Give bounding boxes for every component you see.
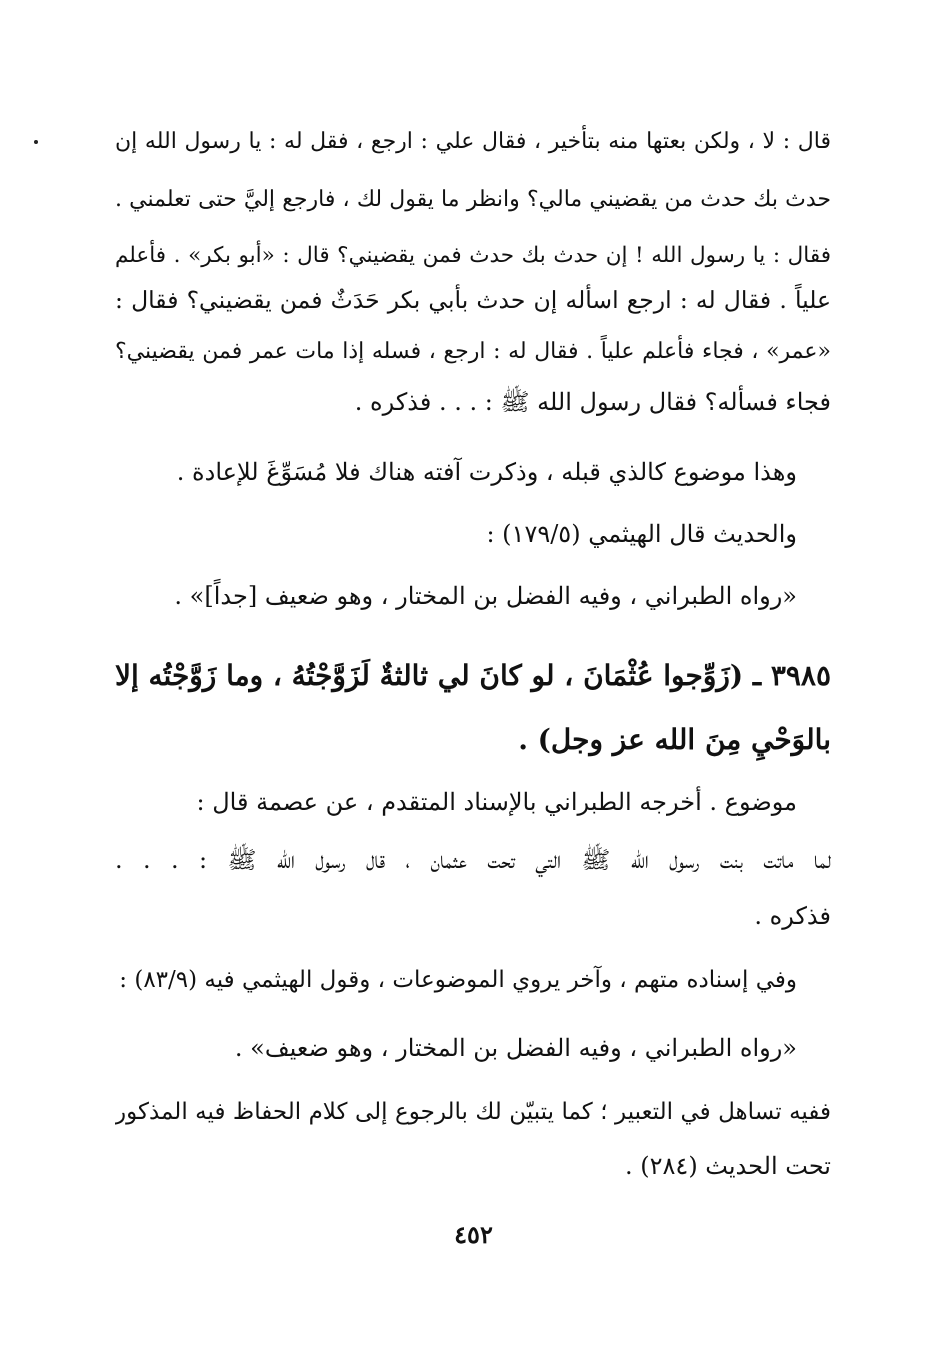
quote-line: «رواه الطبراني ، وفيه الفضل بن المختار ، وهو ضعيف» . <box>234 1034 797 1062</box>
text-line: وهذا موضوع كالذي قبله ، وذكرت آفته هناك فلا مُسَوِّغَ للإعادة . <box>176 458 797 486</box>
text-line: فذكره . <box>754 902 831 930</box>
quote-line: «رواه الطبراني ، وفيه الفضل بن المختار ، وهو ضعيف [جداً]» . <box>174 582 797 610</box>
text-line: فقال : يا رسول الله ! إن حدث بك حدث فمن يقضيني؟ قال : «أبو بكر» . فأعلم <box>115 243 831 268</box>
text-line: قال : لا ، ولكن بعتها منه بتأخير ، فقال علي : ارجع ، فقل له : يا رسول الله إن <box>115 129 831 154</box>
grading-line: موضوع . أخرجه الطبراني بالإسناد المتقدم ، عن عصمة قال : <box>196 788 797 816</box>
text-line: لما ماتت بنت رسول الله ﷺ التي تحت عثمان ، قال رسول الله ﷺ : . . . <box>115 846 831 874</box>
text-line: وفي إسناده متهم ، وآخر يروي الموضوعات ، وقول الهيثمي فيه (٨٣/٩) : <box>119 967 797 993</box>
text-line: تحت الحديث (٢٨٤) . <box>625 1152 831 1180</box>
stray-mark <box>34 140 38 144</box>
hadith-heading: ٣٩٨٥ ـ (زَوِّجوا عُثْمَانَ ، لو كانَ لي ثالثةٌ لَزَوَّجْتُهُ ، وما زَوَّجْتُه إلا <box>115 659 831 692</box>
text-line: فجاء فسأله؟ فقال رسول الله ﷺ : . . . فذكره . <box>354 388 831 416</box>
page-number: ٤٥٢ <box>454 1220 493 1249</box>
hadith-heading: بالوَحْيِ مِنَ الله عز وجل) . <box>518 723 831 756</box>
text-line: علياً . فقال له : ارجع اسأله إن حدث بأبي بكر حَدَثٌ فمن يقضيني؟ فقال : <box>115 286 831 314</box>
text-line: «عمر» ، فجاء فأعلم علياً . فقال له : ارجع ، فسله إذا مات عمر فمن يقضيني؟ <box>115 339 831 364</box>
text-line: والحديث قال الهيثمي (١٧٩/٥) : <box>486 520 797 548</box>
text-line: ففيه تساهل في التعبير ؛ كما يتبيّن لك بالرجوع إلى كلام الحفاظ فيه المذكور <box>115 1099 831 1125</box>
text-line: حدث بك حدث من يقضيني مالي؟ وانظر ما يقول لك ، فارجع إليَّ حتى تعلمني . <box>115 187 831 212</box>
